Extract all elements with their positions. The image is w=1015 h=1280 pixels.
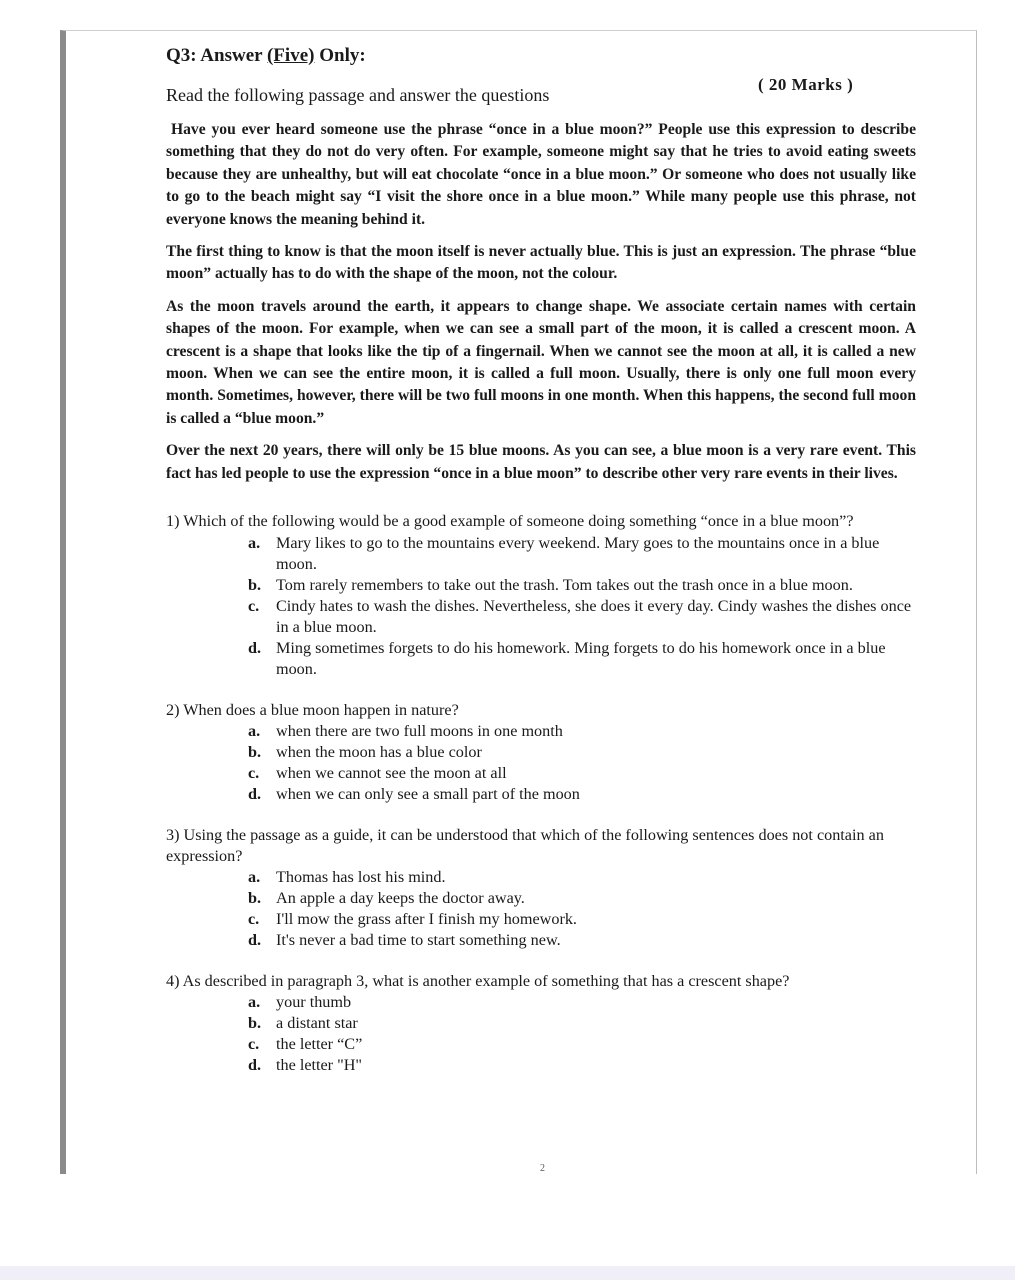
option-text: when the moon has a blue color <box>276 743 482 762</box>
option-letter: d. <box>248 931 262 950</box>
option-b <box>166 575 916 596</box>
option-letter: b. <box>248 743 262 762</box>
option-text: when we cannot see the moon at all <box>276 764 507 783</box>
option-b <box>166 742 916 763</box>
options-list <box>166 992 916 1076</box>
option-text: when there are two full moons in one month <box>276 722 563 741</box>
option-d <box>166 638 916 680</box>
option-letter: b. <box>248 1014 262 1033</box>
options-list <box>166 533 916 680</box>
option-c <box>166 1034 916 1055</box>
question-text: 1) Which of the following would be a good example of someone doing something “once in a blue moon”? <box>166 512 854 531</box>
question-1 <box>166 511 916 680</box>
question-heading <box>166 45 916 67</box>
option-text: Thomas has lost his mind. <box>276 868 446 887</box>
option-a <box>166 992 916 1013</box>
question-text: 2) When does a blue moon happen in nature? <box>166 701 459 720</box>
heading-five: (Five) <box>266 45 315 66</box>
option-text: the letter “C” <box>276 1035 363 1054</box>
heading-suffix: Only: <box>314 45 366 66</box>
question-4 <box>166 971 916 1076</box>
option-letter: b. <box>248 889 262 908</box>
option-c <box>166 596 916 638</box>
option-text: Ming sometimes forgets to do his homework. Ming forgets to do his homework once in a blue moon. <box>276 639 886 679</box>
option-letter: a. <box>248 534 261 553</box>
bottom-bar <box>0 1266 1015 1280</box>
instruction-row <box>166 75 916 109</box>
option-text: Mary likes to go to the mountains every weekend. Mary goes to the mountains once in a blue moon. <box>276 534 880 574</box>
option-text: a distant star <box>276 1014 358 1033</box>
question-3 <box>166 825 916 951</box>
option-b <box>166 1013 916 1034</box>
option-a <box>166 533 916 575</box>
document-page <box>60 30 977 1174</box>
option-letter: d. <box>248 785 262 804</box>
page-content <box>166 45 916 1076</box>
option-a <box>166 867 916 888</box>
option-text: I'll mow the grass after I finish my homework. <box>276 910 577 929</box>
option-text: the letter "H" <box>276 1056 363 1075</box>
heading-prefix: Q3: Answer <box>166 45 267 66</box>
question-text: 4) As described in paragraph 3, what is another example of something that has a crescent shape? <box>166 972 790 991</box>
option-text: It's never a bad time to start something new. <box>276 931 561 950</box>
option-c <box>166 763 916 784</box>
option-letter: d. <box>248 639 262 658</box>
option-c <box>166 909 916 930</box>
option-letter: c. <box>248 910 260 929</box>
option-d <box>166 784 916 805</box>
options-list <box>166 721 916 805</box>
option-letter: a. <box>248 993 261 1012</box>
options-list <box>166 867 916 951</box>
question-2 <box>166 700 916 805</box>
option-letter: a. <box>248 722 261 741</box>
option-text: Cindy hates to wash the dishes. Nevertheless, she does it every day. Cindy washes the dishes once in a blue moon. <box>276 597 912 637</box>
page-number: 2 <box>540 1163 545 1174</box>
passage-paragraph-4: Over the next 20 years, there will only be 15 blue moons. As you can see, a blue moon is a very rare event. This fact has led people to use the expression “once in a blue moon” to describe other very rare events in their lives. <box>166 442 916 482</box>
option-letter: c. <box>248 764 260 783</box>
option-text: Tom rarely remembers to take out the trash. Tom takes out the trash once in a blue moon. <box>276 576 853 595</box>
option-text: your thumb <box>276 993 352 1012</box>
option-letter: b. <box>248 576 262 595</box>
passage-paragraph-2: The first thing to know is that the moon itself is never actually blue. This is just an expression. The phrase “blue moon” actually has to do with the shape of the moon, not the colour. <box>166 243 916 283</box>
option-letter: c. <box>248 1035 260 1054</box>
option-d <box>166 1055 916 1076</box>
option-letter: d. <box>248 1056 262 1075</box>
option-a <box>166 721 916 742</box>
option-text: An apple a day keeps the doctor away. <box>276 889 525 908</box>
passage-paragraph-3: As the moon travels around the earth, it appears to change shape. We associate certain names with certain shapes of the moon. For example, when we can see a small part of the moon, it is called a crescent moon. A crescent is a shape that looks like the tip of a fingernail. When we cannot see the moon at all, it is called a new moon. When we can see the entire moon, it is called a full moon. Usually, there is only one full moon every month. Sometimes, however, there will be two full moons in one month. When this happens, the second full moon is called a “blue moon.” <box>166 297 916 427</box>
option-d <box>166 930 916 951</box>
option-letter: c. <box>248 597 260 616</box>
option-b <box>166 888 916 909</box>
option-text: when we can only see a small part of the moon <box>276 785 580 804</box>
option-letter: a. <box>248 868 261 887</box>
marks-label: ( 20 Marks ) <box>758 75 854 94</box>
passage-paragraph-1: Have you ever heard someone use the phrase “once in a blue moon?” People use this expression to describe something that they do not do very often. For example, someone might say that he tries to avoid eating sweets because they are unhealthy, but will eat chocolate “once in a blue moon.” Or someone who does not usually like to go to the beach might say “I visit the shore once in a blue moon.” While many people use this phrase, not everyone knows the meaning behind it. <box>166 121 916 228</box>
instruction-text: Read the following passage and answer the questions <box>166 85 550 105</box>
question-text: 3) Using the passage as a guide, it can be understood that which of the following sentences does not contain an expression? <box>166 826 884 866</box>
